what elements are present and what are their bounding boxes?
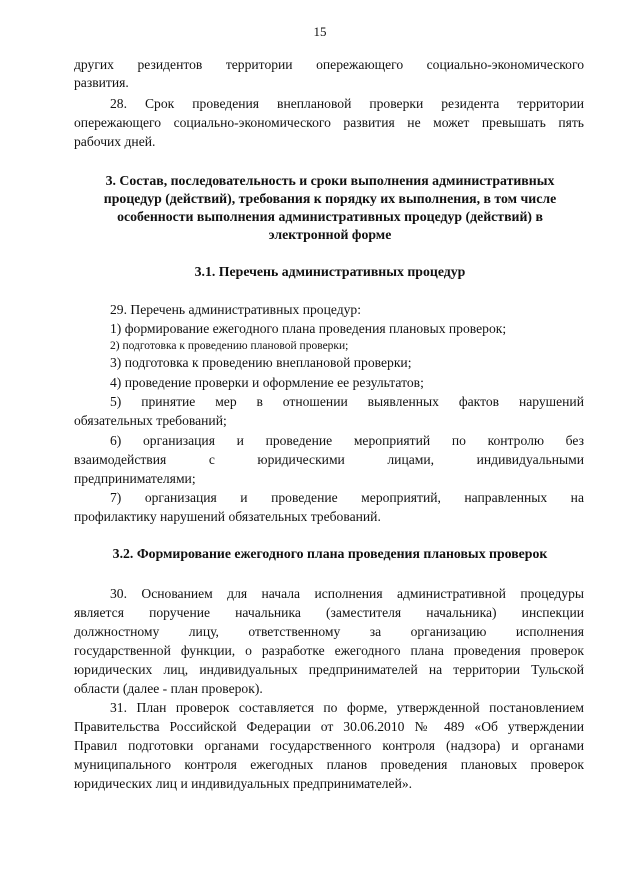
subsection-heading: 3.1. Перечень административных процедур [194, 264, 466, 279]
list-item: 3) подготовка к проведению внеплановой проверки; [110, 355, 412, 370]
text-line: 30. Основанием для начала исполнения административной процедуры [110, 586, 584, 601]
list-item: 5) принятие мер в отношении выявленных фактов нарушений [110, 394, 584, 409]
section-heading: электронной форме [268, 227, 392, 242]
section-heading: процедур (действий), требования к порядку их выполнения, в том числе [103, 191, 557, 206]
text-line: 28. Срок проведения внеплановой проверки резидента территории [110, 96, 584, 111]
list-item-cont: взаимодействия с юридическими лицами, индивидуальными [74, 452, 584, 467]
subsection-heading: 3.2. Формирование ежегодного плана проведения плановых проверок [112, 546, 548, 561]
text-line: других резидентов территории опережающего социально-экономического [74, 57, 584, 72]
text-line: государственной функции, о разработке ежегодного плана проведения проверок [74, 643, 584, 658]
list-line: 29. Перечень административных процедур: [110, 302, 361, 317]
list-item-cont: профилактику нарушений обязательных требований. [74, 509, 381, 524]
text-line: является поручение начальника (заместителя начальника) инспекции [74, 605, 584, 620]
text-line: должностному лицу, ответственному за организацию исполнения [74, 624, 584, 639]
list-item: 6) организация и проведение мероприятий по контролю без [110, 433, 584, 448]
text-line: опережающего социально-экономического развития не может превышать пять [74, 115, 584, 130]
text-line: 31. План проверок составляется по форме, утвержденной постановлением [110, 700, 584, 715]
text-line: рабочих дней. [74, 134, 156, 149]
list-item: 4) проведение проверки и оформление ее результатов; [110, 375, 424, 390]
text-line: Правительства Российской Федерации от 30.06.2010 № 489 «Об утверждении [74, 719, 584, 734]
page-number: 15 [313, 24, 327, 39]
list-item: 7) организация и проведение мероприятий, направленных на [110, 490, 584, 505]
section-heading: 3. Состав, последовательность и сроки выполнения административных [105, 173, 555, 188]
text-line: юридических лиц и индивидуальных предпринимателей». [74, 776, 413, 791]
text-line: области (далее - план проверок). [74, 681, 263, 696]
text-line: Правил подготовки органами государственного контроля (надзора) и органами [74, 738, 584, 753]
text-line: развития. [74, 75, 129, 90]
list-item-cont: предпринимателями; [74, 471, 196, 486]
list-item-cont: обязательных требований; [74, 413, 227, 428]
section-heading: особенности выполнения административных процедур (действий) в [117, 209, 543, 224]
text-line: муниципального контроля ежегодных планов проведения плановых проверок [74, 757, 584, 772]
text-line: юридических лиц, индивидуальных предпринимателей на территории Тульской [74, 662, 584, 677]
list-item: 2) подготовка к проведению плановой проверки; [110, 340, 349, 352]
list-item: 1) формирование ежегодного плана проведения плановых проверок; [110, 321, 507, 336]
